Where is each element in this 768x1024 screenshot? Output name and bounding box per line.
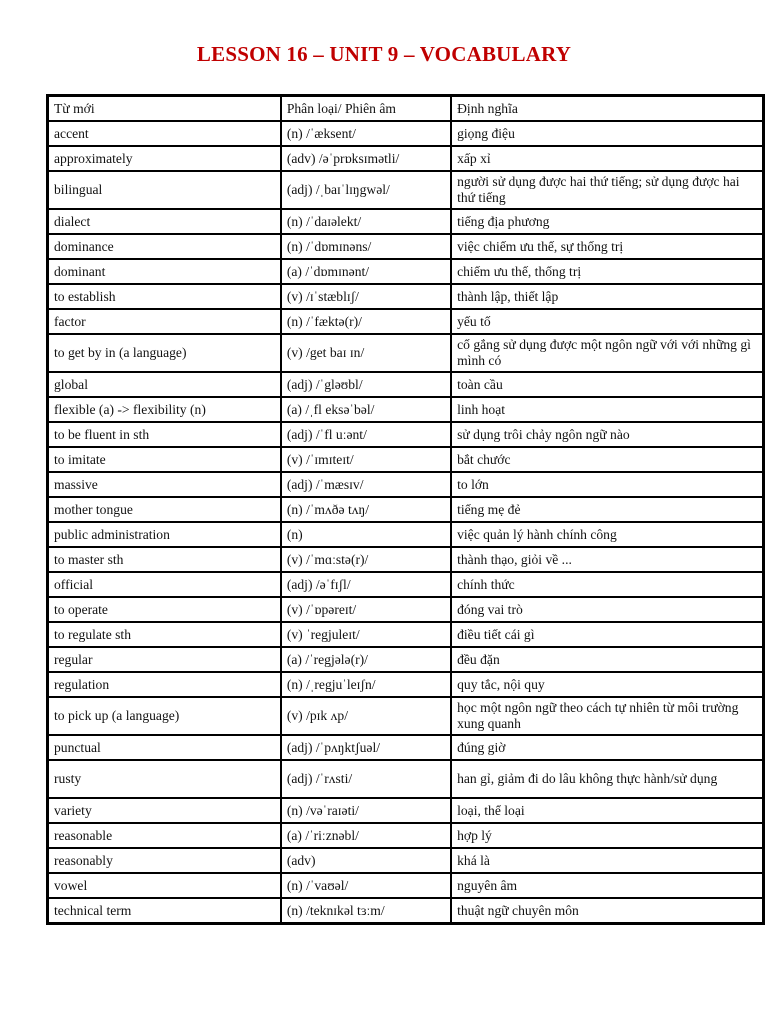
table-row [48,572,763,597]
word-type-phonetic-cell: (adj) /ˈfl uːənt/ [281,422,451,447]
word-type-phonetic-cell: (adj) /ˈgləʊbl/ [281,372,451,397]
word-cell: bilingual [48,171,281,209]
table-row [48,848,763,873]
table-row [48,497,763,522]
definition-cell: thuật ngữ chuyên môn [451,898,763,923]
table-row [48,121,763,146]
word-cell: vowel [48,873,281,898]
table-header-row [48,96,763,121]
word-cell: reasonable [48,823,281,848]
word-type-phonetic-cell: (adj) /ˌbaɪˈlɪŋgwəl/ [281,171,451,209]
word-cell: regulation [48,672,281,697]
definition-cell: chiếm ưu thế, thống trị [451,259,763,284]
definition-cell: đúng giờ [451,735,763,760]
definition-cell: hợp lý [451,823,763,848]
word-cell: to establish [48,284,281,309]
word-cell: public administration [48,522,281,547]
word-type-phonetic-cell: (a) /ˌfl eksəˈbəl/ [281,397,451,422]
word-cell: variety [48,798,281,823]
word-cell: to get by in (a language) [48,334,281,372]
word-type-phonetic-cell: (n) [281,522,451,547]
word-cell: mother tongue [48,497,281,522]
definition-cell: tiếng mẹ đẻ [451,497,763,522]
word-type-phonetic-cell: (n) /ˈfæktə(r)/ [281,309,451,334]
table-row [48,259,763,284]
table-row [48,760,763,798]
definition-cell: chính thức [451,572,763,597]
word-cell: to master sth [48,547,281,572]
table-row [48,798,763,823]
table-row [48,146,763,171]
word-cell: flexible (a) -> flexibility (n) [48,397,281,422]
definition-cell: quy tắc, nội quy [451,672,763,697]
definition-cell: giọng điệu [451,121,763,146]
table-row [48,372,763,397]
table-row [48,284,763,309]
word-type-phonetic-cell: (v) /get baɪ ɪn/ [281,334,451,372]
word-type-phonetic-cell: (adv) [281,848,451,873]
table-row [48,697,763,735]
word-cell: dominant [48,259,281,284]
definition-cell: cố gắng sử dụng được một ngôn ngữ với với những gì mình có [451,334,763,372]
word-cell: to operate [48,597,281,622]
table-row [48,522,763,547]
word-type-phonetic-cell: (v) /ˈmɑːstə(r)/ [281,547,451,572]
word-cell: factor [48,309,281,334]
definition-cell: han gỉ, giảm đi do lâu không thực hành/sử dụng [451,760,763,798]
word-cell: to imitate [48,447,281,472]
vocabulary-table-body [48,96,763,923]
word-type-phonetic-cell: (n) /ˈvaʊəl/ [281,873,451,898]
definition-cell: nguyên âm [451,873,763,898]
table-row [48,422,763,447]
word-cell: dialect [48,209,281,234]
word-type-phonetic-cell: (v) /pɪk ʌp/ [281,697,451,735]
word-type-phonetic-cell: (n) /vəˈraɪəti/ [281,798,451,823]
table-row [48,472,763,497]
word-type-phonetic-cell: (a) /ˈdɒmɪnənt/ [281,259,451,284]
page-title: LESSON 16 – UNIT 9 – VOCABULARY [196,42,572,66]
word-type-phonetic-cell: (v) ˈregjuleɪt/ [281,622,451,647]
definition-cell: việc chiếm ưu thế, sự thống trị [451,234,763,259]
definition-cell: loại, thể loại [451,798,763,823]
word-type-phonetic-cell: (a) /ˈregjələ(r)/ [281,647,451,672]
word-type-phonetic-cell: (v) /ˈɒpəreɪt/ [281,597,451,622]
definition-cell: toàn cầu [451,372,763,397]
word-cell: massive [48,472,281,497]
definition-cell: đóng vai trò [451,597,763,622]
definition-cell: to lớn [451,472,763,497]
table-row [48,547,763,572]
word-type-phonetic-cell: (adj) /əˈfɪʃl/ [281,572,451,597]
header-definition: Định nghĩa [451,96,763,121]
word-type-phonetic-cell: (a) /ˈriːznəbl/ [281,823,451,848]
definition-cell: bắt chước [451,447,763,472]
word-cell: to pick up (a language) [48,697,281,735]
definition-cell: xấp xỉ [451,146,763,171]
table-row [48,234,763,259]
vocabulary-table [46,94,765,925]
definition-cell: thành lập, thiết lập [451,284,763,309]
definition-cell: đều đặn [451,647,763,672]
word-type-phonetic-cell: (n) /ˈdɒmɪnəns/ [281,234,451,259]
table-row [48,209,763,234]
table-row [48,334,763,372]
word-type-phonetic-cell: (adj) /ˈrʌsti/ [281,760,451,798]
header-word-type-phonetic: Phân loại/ Phiên âm [281,96,451,121]
word-type-phonetic-cell: (v) /ɪˈstæblɪʃ/ [281,284,451,309]
word-type-phonetic-cell: (adj) /ˈpʌŋktʃuəl/ [281,735,451,760]
word-cell: accent [48,121,281,146]
word-cell: to be fluent in sth [48,422,281,447]
word-cell: regular [48,647,281,672]
definition-cell: điều tiết cái gì [451,622,763,647]
table-row [48,898,763,923]
word-cell: to regulate sth [48,622,281,647]
word-cell: reasonably [48,848,281,873]
word-cell: rusty [48,760,281,798]
word-cell: technical term [48,898,281,923]
word-cell: approximately [48,146,281,171]
word-cell: official [48,572,281,597]
definition-cell: linh hoạt [451,397,763,422]
word-type-phonetic-cell: (adv) /əˈprɒksɪmətli/ [281,146,451,171]
definition-cell: sử dụng trôi chảy ngôn ngữ nào [451,422,763,447]
word-type-phonetic-cell: (n) /ˈæksent/ [281,121,451,146]
word-type-phonetic-cell: (adj) /ˈmæsɪv/ [281,472,451,497]
word-type-phonetic-cell: (n) /ˈdaɪəlekt/ [281,209,451,234]
definition-cell: thành thạo, giỏi về ... [451,547,763,572]
table-row [48,597,763,622]
definition-cell: học một ngôn ngữ theo cách tự nhiên từ môi trường xung quanh [451,697,763,735]
table-row [48,735,763,760]
header-new-word: Từ mới [48,96,281,121]
table-row [48,397,763,422]
definition-cell: việc quản lý hành chính công [451,522,763,547]
word-type-phonetic-cell: (n) /ˌregjuˈleɪʃn/ [281,672,451,697]
definition-cell: tiếng địa phương [451,209,763,234]
table-row [48,647,763,672]
table-row [48,873,763,898]
word-type-phonetic-cell: (v) /ˈɪmɪteɪt/ [281,447,451,472]
word-cell: global [48,372,281,397]
table-row [48,622,763,647]
word-type-phonetic-cell: (n) /teknɪkəl tɜːm/ [281,898,451,923]
table-row [48,309,763,334]
word-type-phonetic-cell: (n) /ˈmʌðə tʌŋ/ [281,497,451,522]
table-row [48,823,763,848]
table-row [48,672,763,697]
definition-cell: người sử dụng được hai thứ tiếng; sử dụng được hai thứ tiếng [451,171,763,209]
word-cell: dominance [48,234,281,259]
word-cell: punctual [48,735,281,760]
definition-cell: yếu tố [451,309,763,334]
table-row [48,447,763,472]
definition-cell: khá là [451,848,763,873]
table-row [48,171,763,209]
